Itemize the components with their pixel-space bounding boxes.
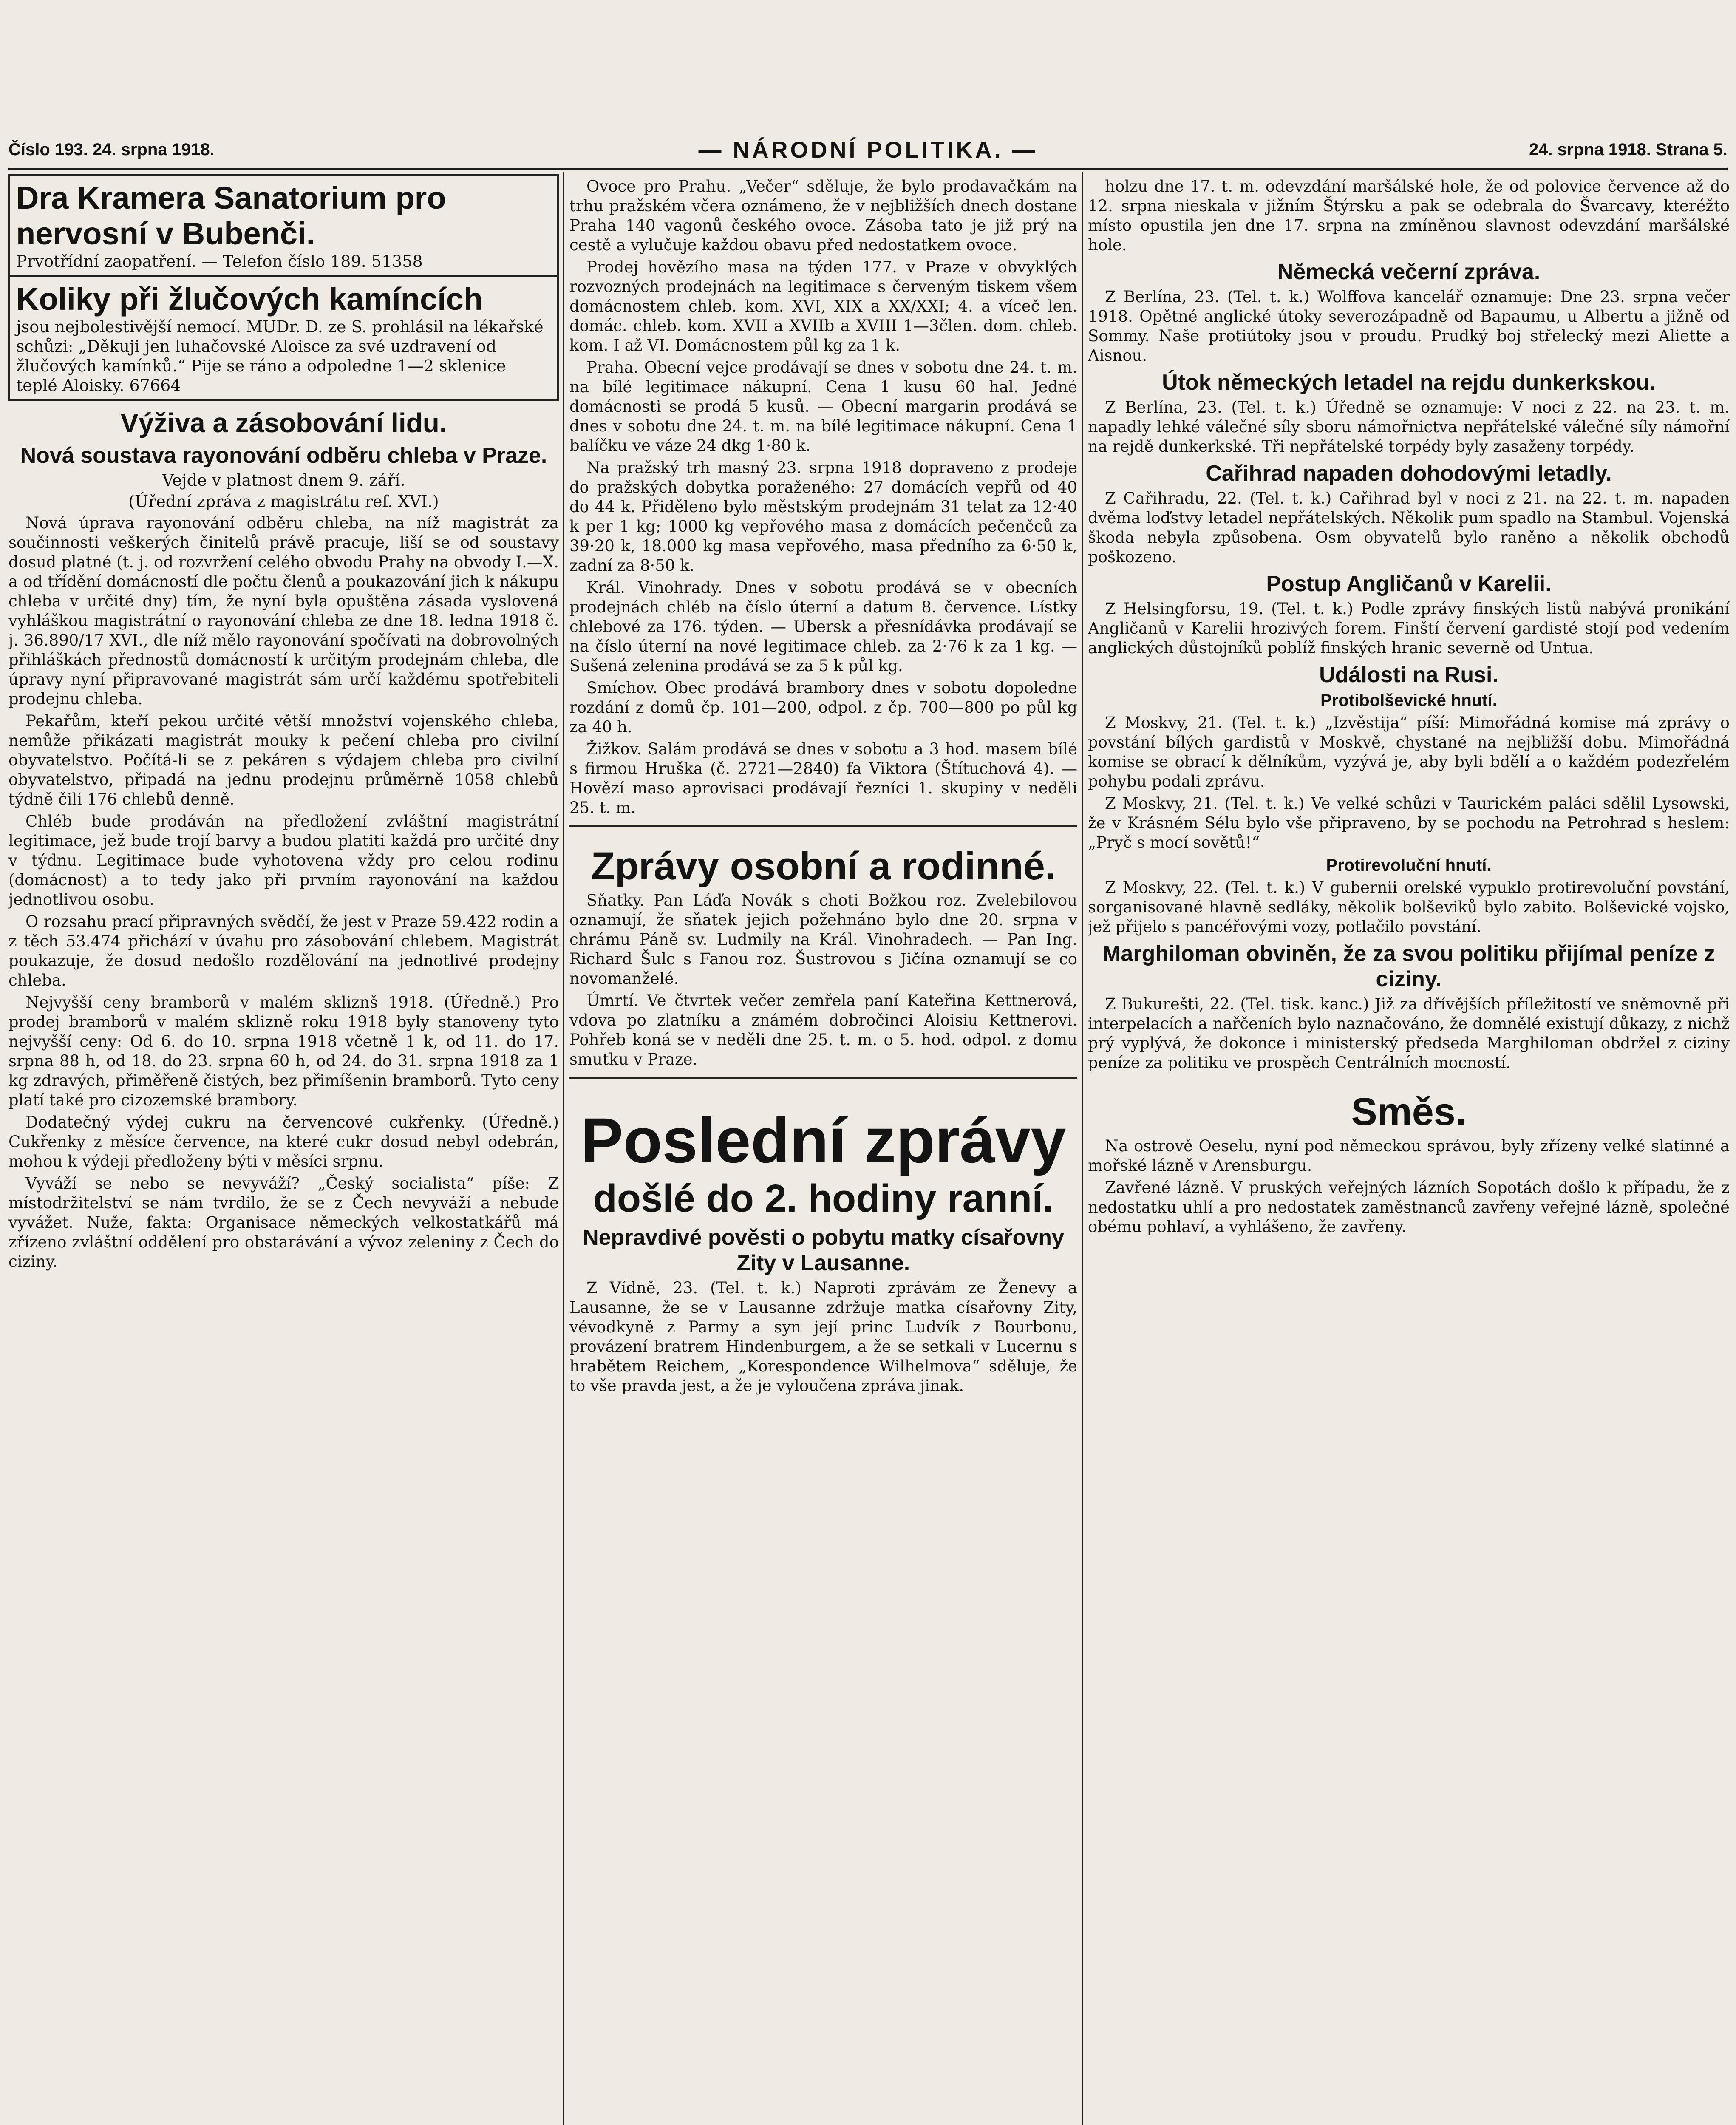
paragraph: Nová úprava rayonování odběru chleba, na níž magistrát za součinnosti veškerých činitelů právě pracuje, liší se od soustavy dosud platné (t. j. od rozvržení celého obvodu Prahy na obvody I.—X. a od třídění domácností dle počtu členů a poukazování jich k nákupu chleba v určité dny) tím, že nyní byla opuštěna zásada vyslovená vyhláškou magistrátní o rayonování chleba ze dne 18. ledna 1918 č. j. 36.890/17 XVI., dle níž mělo rayonování spočívati na dobrovolných přihláškách přednostů domácností k určitým prodejnám chleba, dle úpravy nyní připravované magistrát sám určí každému spotřebiteli prodejnu chleba. <box>8 514 559 708</box>
article-title: Nová soustava rayonování odběru chleba v Praze. <box>20 443 547 468</box>
column-divider <box>1082 172 1083 2125</box>
ad-title: Koliky při žlučových kamíncích <box>16 281 483 317</box>
masthead: — NÁRODNÍ POLITIKA. — <box>698 137 1038 163</box>
paragraph: Chléb bude prodáván na předložení zvláštní magistrátní legitimace, jež bude trojí barvy a budou platiti každá pro určité dny v týdnu. Legitimace bude vyhotovena vždy pro celou rodinu (domácnost) a to tedy jako při prvním rayonování na každou jednotlivou osobu. <box>8 812 559 909</box>
dateline: Vejde v platnost dnem 9. září. <box>162 471 405 490</box>
paragraph: Z Helsingforsu, 19. (Tel. t. k.) Podle zprávy finských listů nabývá pronikání Angličanů v Karelii hrozivých forem. Finští červení gardisté stojí pod vedením anglických důstojníků poblíž finských hranic severně od Untua. <box>1088 600 1730 657</box>
section-heading: Výživa a zásobování lidu. <box>120 408 447 438</box>
paragraph: Na pražský trh masný 23. srpna 1918 dopraveno z prodeje do pražských dobytka poraženého: 27 domácích vepřů od 40 do 44 k. Přiděleno bylo městským prodejnám 31 telat za 12·40 k per 1 kg; 1000 kg vepřového masa z domácích pečenčců za 39·20 k, 18.000 kg masa vepřového, masa předního za 6·50 k, zadní za 8·50 k. <box>569 459 1077 575</box>
paragraph: Dodatečný výdej cukru na červencové cukřenky. (Úředně.) Cukřenky z měsíce července, na které cukr dosud nebyl odebrán, mohou k výdeji předloženy býti v měsíci srpnu. <box>8 1113 559 1170</box>
paragraph: Z Bukurešti, 22. (Tel. tisk. kanc.) Již za dřívějších příležitostí ve sněmovně při interpelacích a nařčeních bylo naznačováno, že domnělé existují důkazy, z nichž prý vyplývá, že dokonce i ministerský předseda Marghiloman obdržel z ciziny peníze za politiku ve prospěch Centrálních mocností. <box>1088 995 1730 1072</box>
section-heading: Poslední zprávy <box>581 1105 1066 1176</box>
paragraph: Král. Vinohrady. Dnes v sobotu prodává se v obecních prodejnách chléb na číslo úterní a datum 8. července. Lístky chlebové za 176. týden. — Ubersk a přesnídávka prodávají se na číslo úterní na nové legitimace chleb. za 2·76 k za 1 kg. — Sušená zelenina prodává se za 5 k půl kg. <box>569 578 1077 675</box>
issue-number: Číslo 193. 24. srpna 1918. <box>8 140 215 159</box>
section-heading: Směs. <box>1351 1090 1467 1133</box>
article-title: Události na Rusi. <box>1319 663 1498 687</box>
ad-text: jsou nejbolestivější nemocí. MUDr. D. ze S. prohlásil na lékařské schůzi: „Děkuji jen luhačovské Aloisce za své uzdravení od žlučových kamínků.“ Pije se ráno a odpoledne 1—2 sklenice teplé Aloisky. 67664 <box>16 317 544 395</box>
paragraph: Na ostrově Oeselu, nyní pod německou správou, byly zřízeny velké slatinné a mořské lázně v Arensburgu. <box>1088 1137 1730 1175</box>
article-title: Marghiloman obviněn, že za svou politiku přijímal peníze z ciziny. <box>1102 941 1715 992</box>
section-heading: Zprávy osobní a rodinné. <box>591 844 1056 888</box>
paragraph: Pekařům, kteří pekou určité větší množství vojenského chleba, nemůže přikázati magistrát mouky k pečení chleba pro civilní obyvatelstvo. Počítá-li se z pekáren s výdajem chleba pro civilní obyvatelstvo, připadá na jednu prodejnu průměrně 1058 chlebů týdně čili 176 chlebů denně. <box>8 712 559 808</box>
article-title: Cařihrad napaden dohodovými letadly. <box>1206 461 1612 486</box>
paragraph: Zavřené lázně. V pruských veřejných lázních Sopotách došlo k případu, že z nedostatku uhlí a pro nedostatek zaměstnanců zavřeny veřejné lázně, společné obému pohlaví, a vyhlášeno, že zavřeny. <box>1088 1179 1730 1236</box>
paragraph: Z Moskvy, 21. (Tel. t. k.) „Izvěstija“ píší: Mimořádná komise má zprávy o povstání bílých gardistů v Moskvě, chystané na nejbližší dobu. Mimořádná komise se obrací k dělníkům, vyzývá je, aby byli bdělí a o každém podezřelém pohybu podali zprávu. <box>1088 714 1730 790</box>
article-subtitle: Protirevoluční hnutí. <box>1326 856 1492 875</box>
paragraph: Žižkov. Salám prodává se dnes v sobotu a 3 hod. masem bílé s firmou Hruška (č. 2721—2840) fa Viktora (Štítuchová 4). — Hovězí maso aprovisaci prodávají řezníci 1. skupiny v neděli 25. t. m. <box>569 740 1077 817</box>
paragraph: Vyváží se nebo se nevyváží? „Český socialista“ píše: Z místodržitelství se nám tvrdilo, že se z Čech nevyváží a nebude vyvážet. Nuže, fakta: Organisace německých velkostatkářů má zřízeno zvláštní oddělení pro obstarávání a vývoz zeleniny z Čech do ciziny. <box>8 1174 559 1271</box>
paragraph: Z Moskvy, 22. (Tel. t. k.) V gubernii orelské vypuklo protirevoluční povstání, sorganisované hlavně sedláky, několik bolševiků bylo zabito. Bolševické vojsko, jež přijelo s pancéřovými vozy, potlačilo povstání. <box>1088 878 1730 936</box>
paragraph: O rozsahu prací připravných svědčí, že jest v Praze 59.422 rodin a z těch 53.474 přichází v úvahu pro zásobování chlebem. Magistrát poukazuje, že dosud nedošlo rozdělování na jednotlivé prodejny chleba. <box>8 912 559 989</box>
ad-text: Prvotřídní zaopatření. — Telefon číslo 189. 51358 <box>16 252 423 271</box>
header-rule <box>8 168 1728 170</box>
paragraph: Praha. Obecní vejce prodávají se dnes v sobotu dne 24. t. m. na bílé legitimace nákupní. Cena 1 kusu 60 hal. Jedné domácnosti se prodá 5 kusů. — Obecní margarin prodává se dnes v sobotu dne 24. t. m. na bílé legitimace nákupní. Cena 1 balíčku ve váze 24 dkg 1·80 k. <box>569 358 1077 455</box>
source-note: (Úřední zpráva z magistrátu ref. XVI.) <box>128 492 439 511</box>
paragraph: Prodej hovězího masa na týden 177. v Praze v obvyklých rozvozných prodejnách na legitimace s červeným tiskem všem domácnostem chleb. kom. XVI, XIX a XX/XXI; 4. a víceč len. domác. chleb. kom. XVII a XVIIb a XVIII 1—3člen. dom. chleb. kom. I až VI. Domácnostem půl kg za 1 k. <box>569 258 1077 354</box>
paragraph: Smíchov. Obec prodává brambory dnes v sobotu dopoledne rozdání z domů čp. 101—200, odpol. z čp. 700—800 po půl kg za 40 h. <box>569 679 1077 736</box>
article-subtitle: Protibolševické hnutí. <box>1320 691 1497 710</box>
column-3 <box>1088 174 1730 2125</box>
article-title: Postup Angličanů v Karelii. <box>1266 572 1552 596</box>
paragraph: Z Cařihradu, 22. (Tel. t. k.) Cařihrad byl v noci z 21. na 22. t. m. napaden dvěma loďstvy letadel nepřátelských. Několik pum spadlo na Stambul. Vojenská škoda nebyla způsobena. Osm obyvatelů bylo raněno a několik obchodů poškozeno. <box>1088 489 1730 566</box>
column-1 <box>8 174 559 2125</box>
section-subheading: došlé do 2. hodiny ranní. <box>593 1177 1054 1220</box>
article-title: Německá večerní zpráva. <box>1277 260 1541 284</box>
section-rule <box>569 825 1077 827</box>
paragraph: Nejvyšší ceny bramborů v malém skliznš 1918. (Úředně.) Pro prodej bramborů v malém sklizně roku 1918 byly stanoveny tyto nejvyšší ceny: Od 6. do 10. srpna 1918 včetně 1 k, od 11. do 17. srpna 88 h, od 18. do 23. srpna 60 h, od 24. do 31. srpna 1918 za 1 kg zdravých, přiměřeně čistých, bez přimíšenin bramborů. Tyto ceny platí také pro cizozemské brambory. <box>8 993 559 1109</box>
column-divider <box>563 172 564 2125</box>
article-title: Útok německých letadel na rejdu dunkerkskou. <box>1162 370 1656 395</box>
paragraph: Z Vídně, 23. (Tel. t. k.) Naproti zprávám ze Ženevy a Lausanne, že se v Lausanne zdržuje matka císařovny Zity, vévodkyně z Parmy a syn její princ Ludvík z Bourbonu, provázení bratrem Hindenburgem, a že se setkali v Lucernu s hrabětem Reichem, „Korespondence Wilhelmova“ sděluje, že to vše pravda jest, a že je vyloučena zpráva jinak. <box>569 1279 1077 1395</box>
ad-title: Dra Kramera Sanatorium pro nervosní v Bubenči. <box>16 180 446 251</box>
column-2 <box>569 174 1077 2125</box>
paragraph: Z Moskvy, 21. (Tel. t. k.) Ve velké schůzi v Taurickém paláci sdělil Lysowski, že v Krásném Sélu bylo vše připraveno, by se pochodu na Petrohrad s heslem: „Pryč s mocí sovětů!“ <box>1088 794 1730 852</box>
paragraph: Z Berlína, 23. (Tel. t. k.) Úředně se oznamuje: V noci z 22. na 23. t. m. napadly lehké válečné síly sboru námořnictva nepřátelské válečné síly námořní na rejdě dunkerkské. Tři nepřátelské torpédy byly zasaženy torpédy. <box>1088 398 1730 456</box>
advertisement-sanatorium <box>8 174 559 277</box>
advertisement-aloiska <box>8 277 559 401</box>
paragraph: holzu dne 17. t. m. odevzdání maršálské hole, že od polovice července až do 12. srpna nieskala v jižním Štýrsku a pak se odebrala do Švarcavy, kteréžto místo opustila jen dne 17. srpna na zmíněnou slavnost odevzdání maršálské hole. <box>1088 177 1730 254</box>
article-title: Nepravdivé pověsti o pobytu matky císařovny Zity v Lausanne. <box>583 1225 1064 1275</box>
paragraph: Úmrtí. Ve čtvrtek večer zemřela paní Kateřina Kettnerová, vdova po zlatníku a známém dobročinci Aloisiu Kettnerovi. Pohřeb koná se v neděli dne 25. t. m. o 5. hod. odpol. z domu smutku v Praze. <box>569 992 1077 1068</box>
section-rule <box>569 1077 1077 1079</box>
paragraph: Z Berlína, 23. (Tel. t. k.) Wolffova kancelář oznamuje: Dne 23. srpna večer 1918. Opětné anglické útoky severozápadně od Bapaumu, u Albertu a jižně od Sommy. Naše protiútoky jsou v proudu. Prudký boj střelecký mezi Aliette a Aisnou. <box>1088 288 1730 365</box>
paragraph: Sňatky. Pan Láďa Novák s choti Božkou roz. Zvelebilovou oznamují, že sňatek jejich požehnáno bylo dne 20. srpna v chrámu Páně sv. Ludmily na Král. Vinohradech. — Pan Ing. Richard Šulc s Fanou roz. Šustrovou s Jičína oznamují se co novomanželé. <box>569 891 1077 988</box>
page-date: 24. srpna 1918. Strana 5. <box>1529 140 1728 159</box>
paragraph: Ovoce pro Prahu. „Večer“ sděluje, že bylo prodavačkám na trhu pražském včera oznámeno, že v nejbližších dnech dostane Praha 140 vagonů českého ovoce. Zásoba tato je již prý na cestě a vylučuje každou obavu před nedostatkem ovoce. <box>569 177 1077 254</box>
